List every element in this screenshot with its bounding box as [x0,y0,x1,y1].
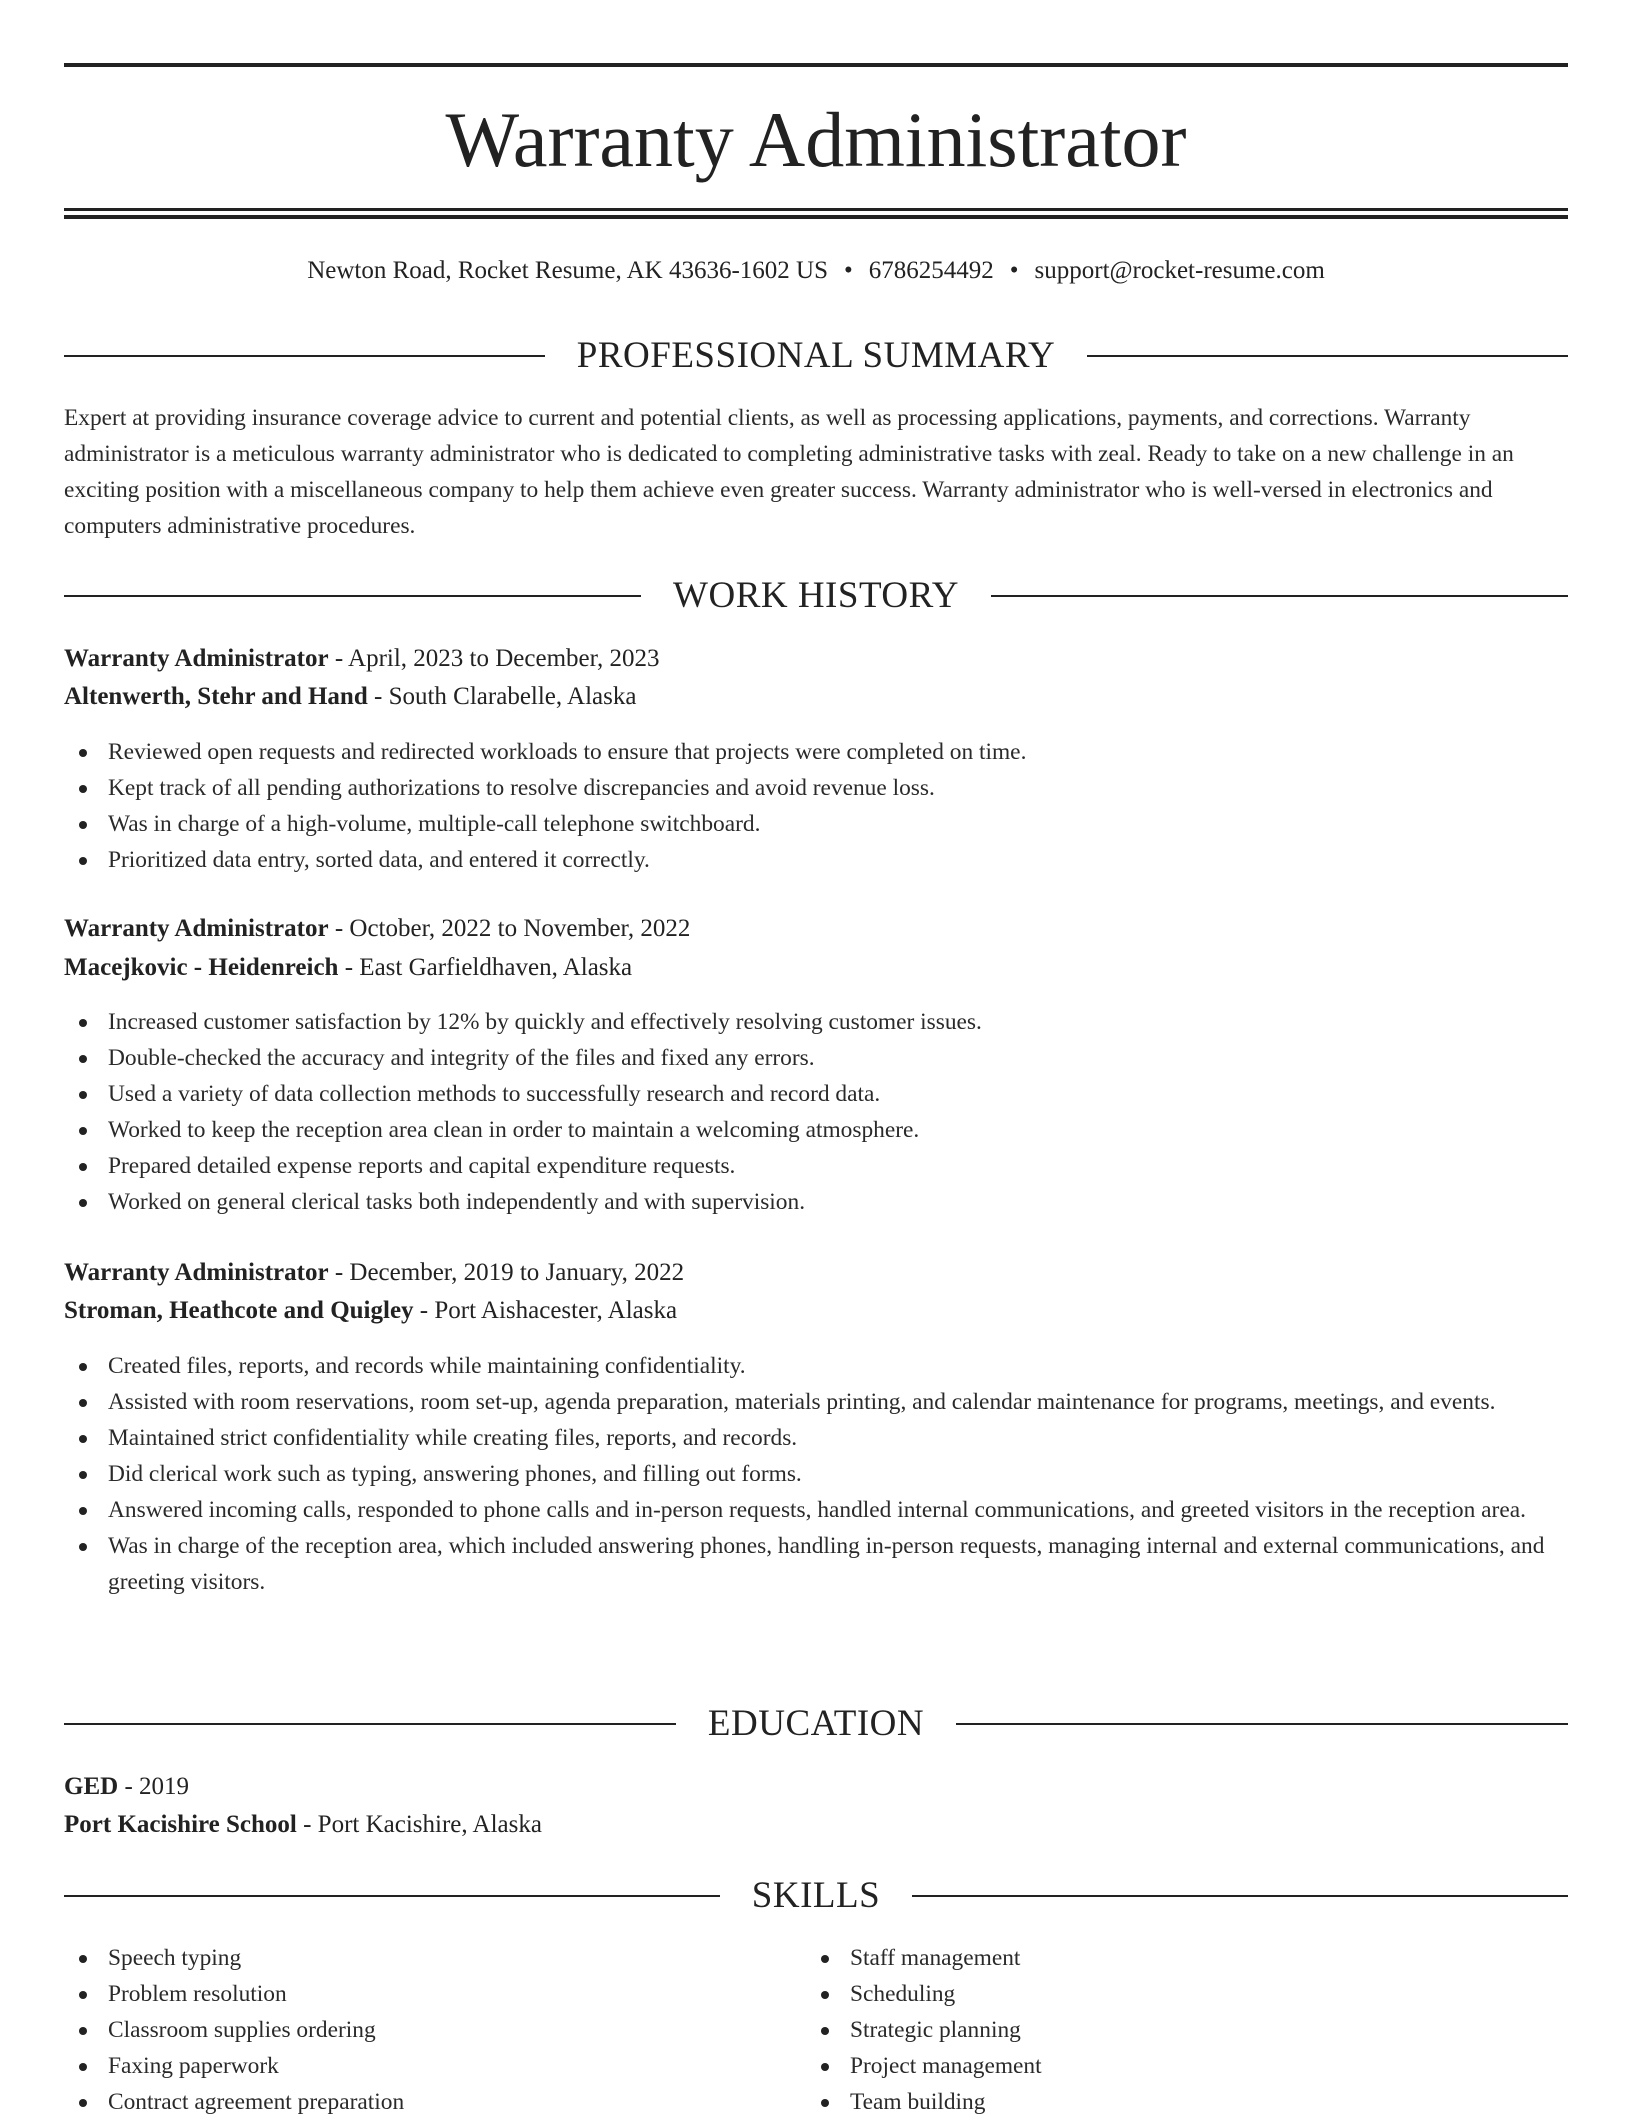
skills-list-left [64,1940,784,2120]
header-rule-lower [64,215,1568,219]
job-dates: - April, 2023 to December, 2023 [328,645,660,672]
section-rule-right [991,595,1568,597]
list-item: Increased customer satisfaction by 12% by quickly and effectively resolving customer issues. [64,1004,1568,1040]
job-location: - South Clarabelle, Alaska [367,683,637,710]
section-summary-heading [64,332,1568,380]
job-dates: - October, 2022 to November, 2022 [328,915,691,942]
list-item: Worked to keep the reception area clean in order to maintain a welcoming atmosphere. [64,1112,1568,1148]
education-school-line [64,1806,1568,1844]
section-title: PROFESSIONAL SUMMARY [576,335,1056,376]
section-title: SKILLS [751,1875,881,1916]
section-title: EDUCATION [707,1703,925,1744]
list-item: Was in charge of a high-volume, multiple-call telephone switchboard. [64,806,1568,842]
section-title: WORK HISTORY [673,575,959,616]
list-item: Was in charge of the reception area, which included answering phones, handling in-person requests, managing internal and external communications, and greeting visitors. [64,1528,1568,1600]
section-work-heading [64,572,1568,620]
contact-phone: 6786254492 [868,257,994,284]
list-item: Kept track of all pending authorizations to resolve discrepancies and avoid revenue loss. [64,770,1568,806]
skill-item: Strategic planning [806,2012,1566,2048]
list-item: Reviewed open requests and redirected workloads to ensure that projects were completed on time. [64,734,1568,770]
list-item: Created files, reports, and records while maintaining confidentiality. [64,1348,1568,1384]
job-title-line [64,1254,1568,1292]
section-rule-left [64,595,641,597]
job-dates: - December, 2019 to January, 2022 [328,1259,685,1286]
contact-separator: • [843,257,853,284]
contact-address: Newton Road, Rocket Resume, AK 43636-1602 US [307,257,828,284]
job-location: - East Garfieldhaven, Alaska [338,954,633,981]
section-skills-heading [64,1872,1568,1920]
education-degree-line [64,1768,1568,1806]
list-item: Did clerical work such as typing, answering phones, and filling out forms. [64,1456,1568,1492]
section-rule-right [912,1895,1568,1897]
skill-item: Classroom supplies ordering [64,2012,784,2048]
header-rule-upper [64,208,1568,211]
skill-item: Problem resolution [64,1976,784,2012]
job-company: Stroman, Heathcote and Quigley [64,1297,414,1324]
skill-item: Faxing paperwork [64,2048,784,2084]
list-item: Prepared detailed expense reports and capital expenditure requests. [64,1148,1568,1184]
skill-item: Scheduling [806,1976,1566,2012]
list-item: Used a variety of data collection methods to successfully research and record data. [64,1076,1568,1112]
job-title-line [64,910,1568,948]
job-bullets [64,1004,1568,1220]
education-year: - 2019 [118,1773,190,1800]
page-title: Warranty Administrator [445,96,1187,183]
skill-item: Team building [806,2084,1566,2120]
skill-item: Speech typing [64,1940,784,1976]
section-rule-left [64,1895,720,1897]
header-top-rule [64,63,1568,67]
job-title: Warranty Administrator [64,1259,329,1286]
job-title: Warranty Administrator [64,915,329,942]
job-company: Macejkovic - Heidenreich [64,954,339,981]
contact-email: support@rocket-resume.com [1034,257,1325,284]
section-education-heading [64,1700,1568,1748]
skill-item: Contract agreement preparation [64,2084,784,2120]
section-rule-right [956,1723,1568,1725]
skill-item: Staff management [806,1940,1566,1976]
contact-separator: • [1009,257,1019,284]
job-company-line [64,1292,1568,1330]
list-item: Maintained strict confidentiality while creating files, reports, and records. [64,1420,1568,1456]
list-item: Assisted with room reservations, room set-up, agenda preparation, materials printing, and calendar maintenance for programs, meetings, and events. [64,1384,1568,1420]
job-company-line [64,678,1568,716]
education-degree: GED [64,1773,119,1800]
summary-text: Expert at providing insurance coverage advice to current and potential clients, as well as processing applications, payments, and corrections. Warranty administrator is a meticulous warranty administrator who is dedicated to completing administrative tasks with zeal. Ready to take on a new challenge in an exciting position with a miscellaneous company to help them achieve even greater success. Warranty administrator who is well-versed in electronics and computers administrative procedures. [64,405,1514,539]
job-company-line [64,949,1568,987]
job-bullets [64,734,1568,878]
job-title-line [64,640,1568,678]
list-item: Prioritized data entry, sorted data, and entered it correctly. [64,842,1568,878]
contact-line [64,253,1568,289]
job-bullets [64,1348,1568,1600]
education-school: Port Kacishire School [64,1811,297,1838]
section-rule-left [64,1723,676,1725]
list-item: Worked on general clerical tasks both independently and with supervision. [64,1184,1568,1220]
section-rule-left [64,355,545,357]
education-location: - Port Kacishire, Alaska [296,1811,542,1838]
list-item: Answered incoming calls, responded to phone calls and in-person requests, handled internal communications, and greeted visitors in the reception area. [64,1492,1568,1528]
job-location: - Port Aishacester, Alaska [413,1297,678,1324]
list-item: Double-checked the accuracy and integrity of the files and fixed any errors. [64,1040,1568,1076]
job-company: Altenwerth, Stehr and Hand [64,683,368,710]
section-rule-right [1087,355,1568,357]
skills-list-right [806,1940,1566,2120]
job-title: Warranty Administrator [64,645,329,672]
skill-item: Project management [806,2048,1566,2084]
